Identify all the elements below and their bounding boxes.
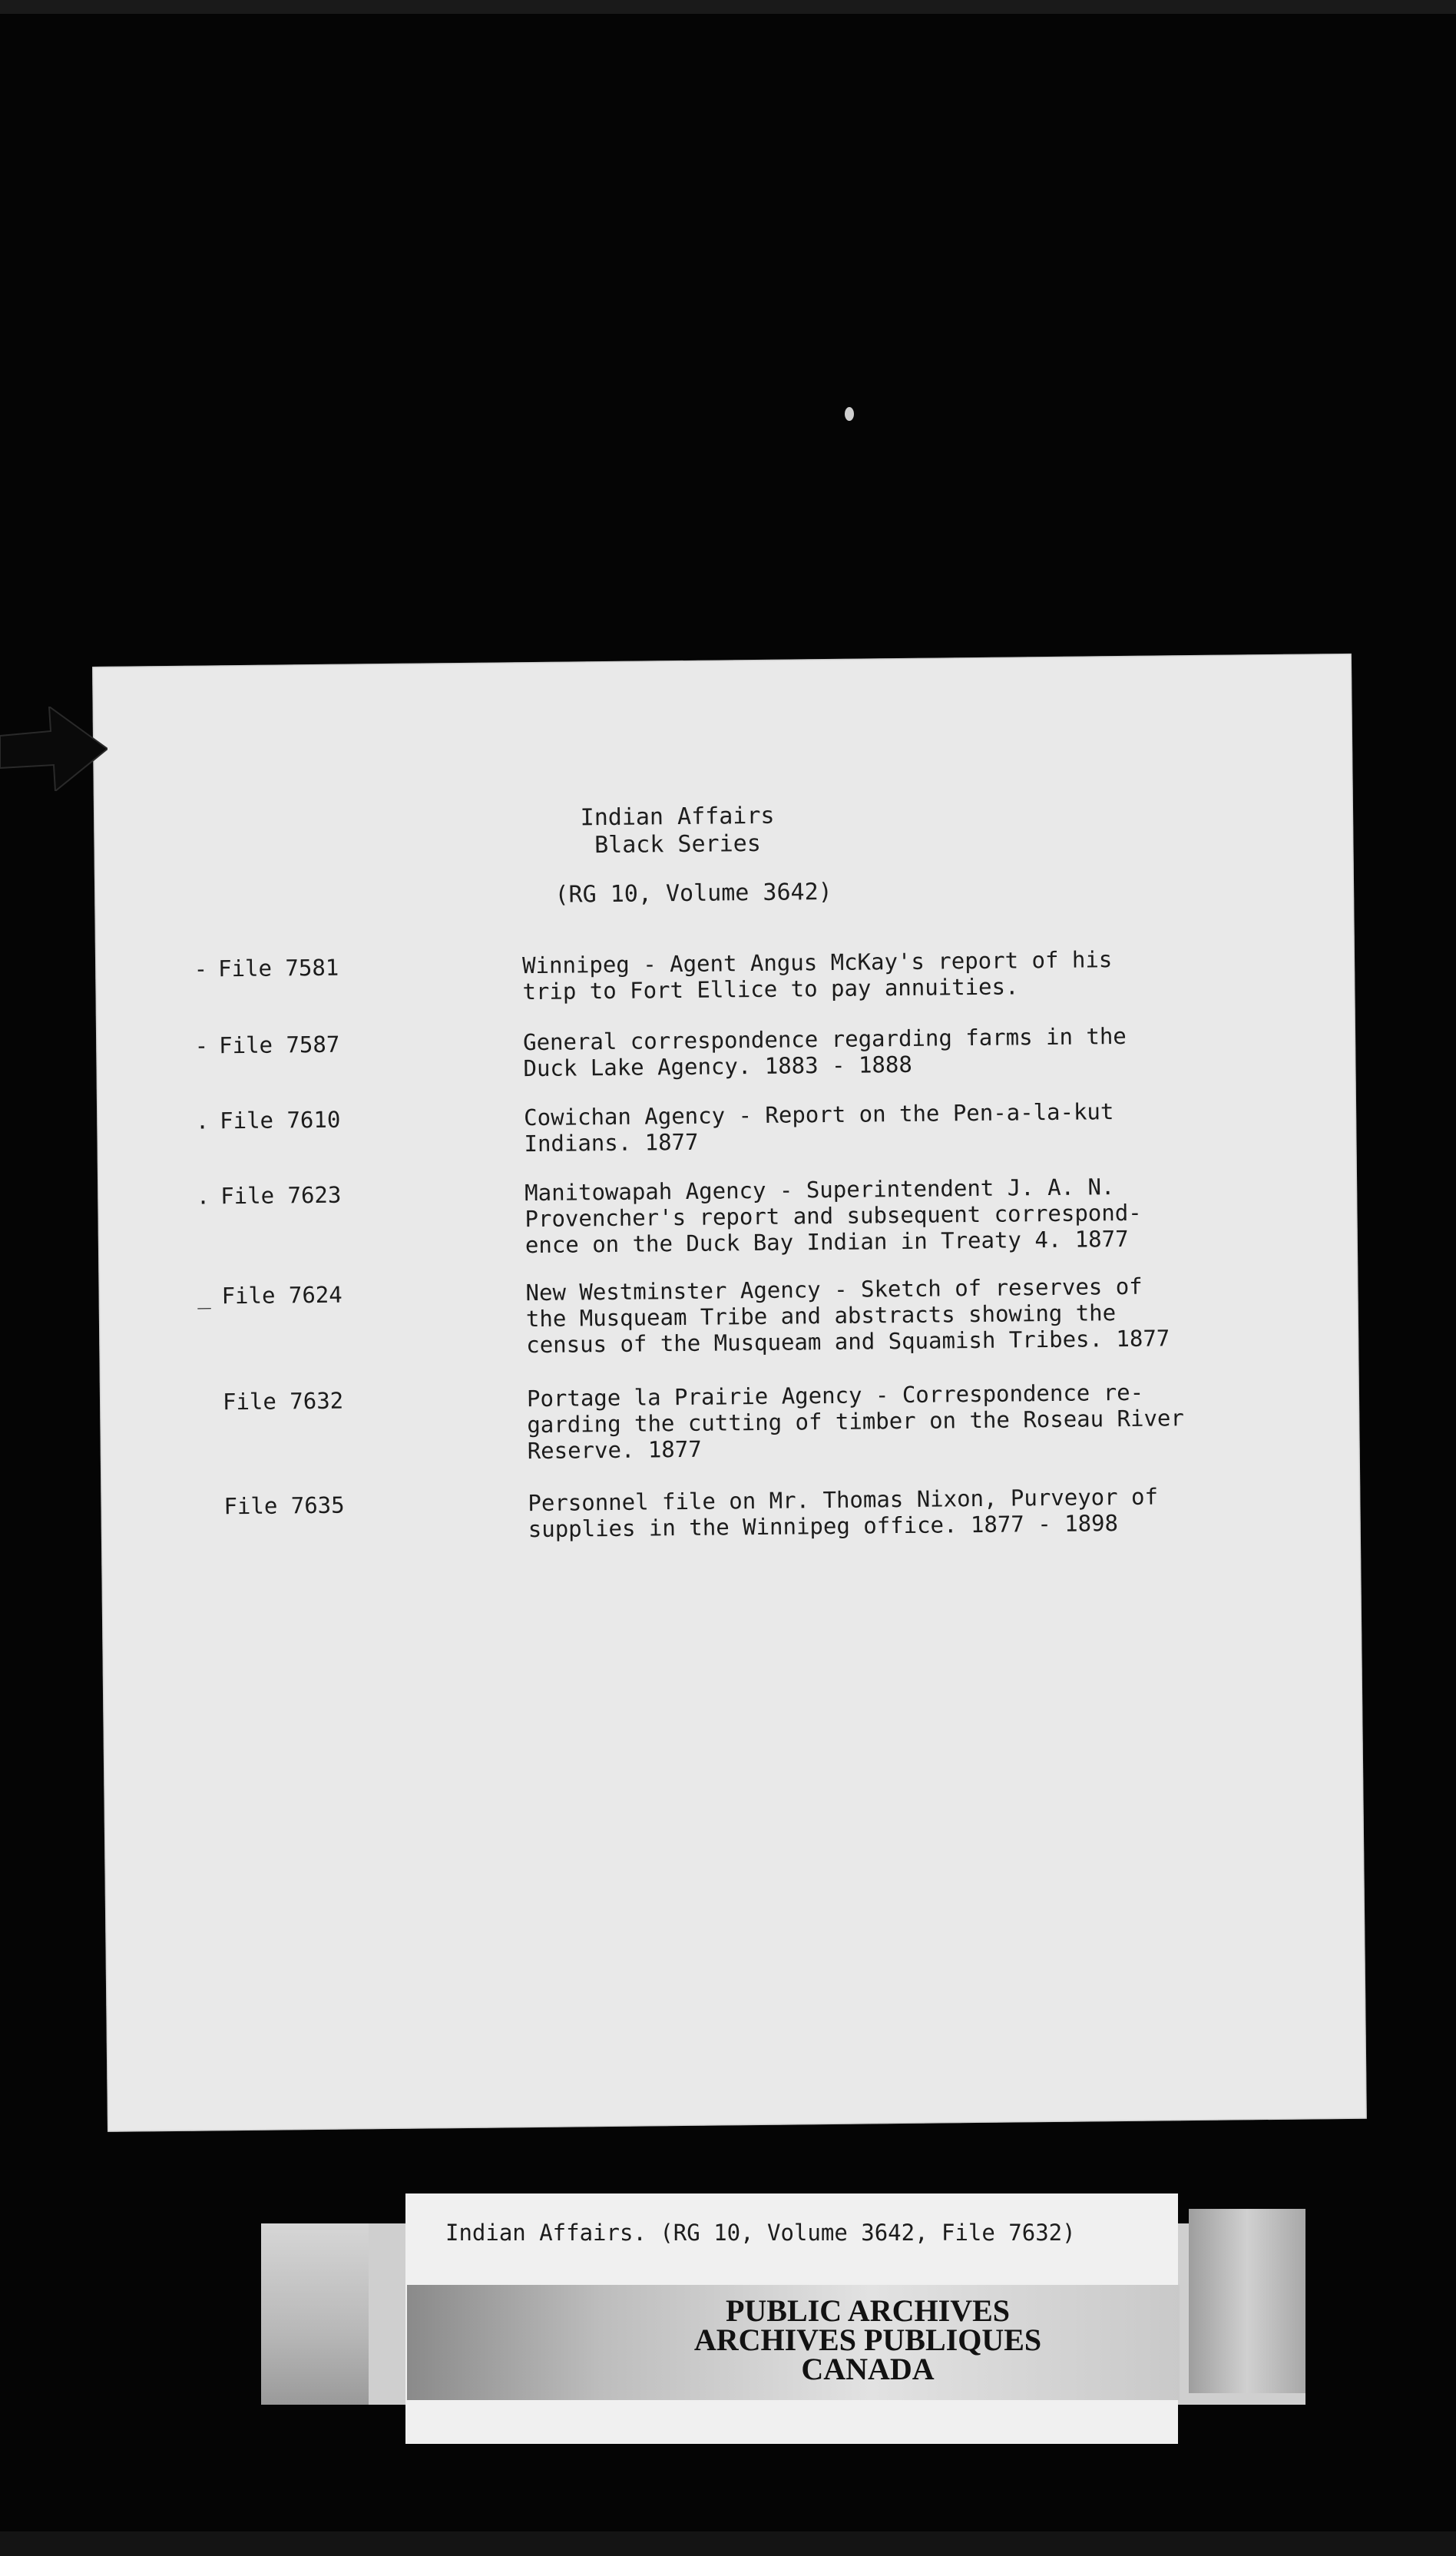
file-description: New Westminster Agency - Sketch of reserves of the Musqueam Tribe and abstracts showing the census of the Musqueam and Squamish Tribes. 1877 [525, 1273, 1170, 1359]
file-description: Winnipeg - Agent Angus McKay's report of his trip to Fort Ellice to pay annuities. [521, 946, 1113, 1005]
file-number: File 7587 [218, 1031, 340, 1059]
scan-edge-top [0, 0, 1456, 14]
entry-tick-mark: - [194, 955, 208, 982]
file-number: File 7624 [221, 1281, 342, 1309]
file-entry [100, 1377, 1359, 1465]
arrow-pointer-shape [0, 707, 108, 791]
tape-left [261, 2223, 369, 2405]
stamp-line-country: CANADA [801, 2352, 935, 2386]
entry-tick-mark: . [195, 1107, 210, 1134]
file-description: General correspondence regarding farms in the Duck Lake Agency. 1883 - 1888 [522, 1022, 1127, 1082]
file-number: File 7581 [217, 954, 339, 982]
entry-tick-mark: _ [197, 1283, 211, 1309]
arrow-pointer-icon [0, 707, 108, 791]
entry-tick-mark: - [194, 1032, 209, 1059]
entry-tick-mark: . [196, 1183, 210, 1210]
file-entry [95, 944, 1355, 1005]
file-entry [98, 1171, 1357, 1259]
file-description: Portage la Prairie Agency - Correspondence re- garding the cutting of timber on the Roseau River Reserve. 1877 [526, 1379, 1185, 1465]
heading-series: Black Series [594, 829, 762, 859]
document-sheet [92, 654, 1367, 2132]
file-description: Cowichan Agency - Report on the Pen-a-la-kut Indians. 1877 [524, 1098, 1114, 1157]
stamp-line-french: ARCHIVES PUBLIQUES [693, 2323, 1042, 2357]
file-description: Manitowapah Agency - Superintendent J. A. N. Provencher's report and subsequent correspond- ence on the Duck Bay Indian in Treaty 4. 1877 [524, 1174, 1142, 1259]
file-entry [98, 1271, 1358, 1359]
archives-stamp [522, 2293, 1213, 2386]
file-entry [97, 1096, 1356, 1157]
file-number: File 7632 [222, 1387, 344, 1415]
heading-volume: (RG 10, Volume 3642) [554, 878, 832, 909]
file-entry [101, 1482, 1360, 1543]
dust-speck [845, 407, 854, 421]
file-reference-label: Indian Affairs. (RG 10, Volume 3642, File 7632) [445, 2220, 1076, 2246]
file-number: File 7610 [220, 1106, 341, 1134]
file-description: Personnel file on Mr. Thomas Nixon, Purveyor of supplies in the Winnipeg office. 1877 - 1898 [528, 1483, 1159, 1543]
heading-agency: Indian Affairs [580, 802, 775, 832]
file-entry [96, 1021, 1355, 1082]
scan-edge-bottom [0, 2531, 1456, 2556]
file-number: File 7635 [223, 1492, 345, 1520]
file-number: File 7623 [220, 1181, 342, 1210]
stamp-line-english: PUBLIC ARCHIVES [725, 2293, 1011, 2328]
